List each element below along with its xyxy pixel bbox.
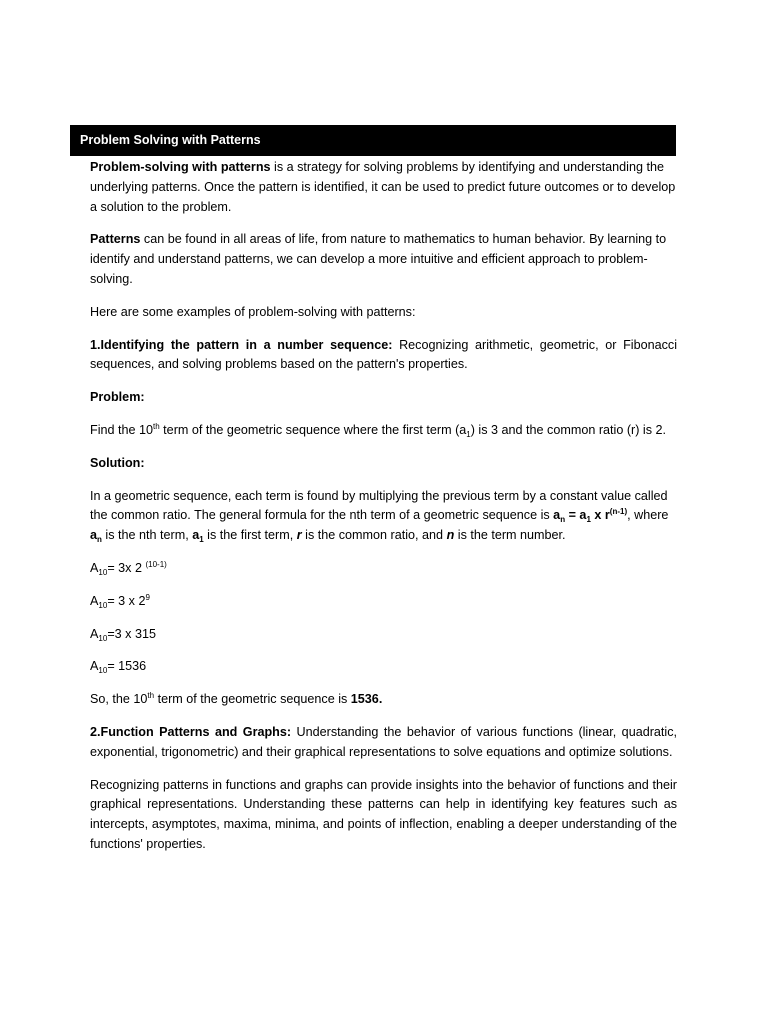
problem-sup: th xyxy=(153,421,160,431)
example-1-heading: 1.Identifying the pattern in a number sequence: xyxy=(90,337,393,352)
section-title: Problem Solving with Patterns xyxy=(80,133,261,147)
step-4-a: A xyxy=(90,659,99,674)
term-a1-a: a xyxy=(192,528,200,543)
step-2-sup: 9 xyxy=(145,592,150,602)
conclusion-text-1: So, the 10 xyxy=(90,692,148,707)
step-2-a: A xyxy=(90,593,99,608)
conclusion-answer: 1536. xyxy=(350,692,383,707)
conclusion-sup: th xyxy=(147,691,155,701)
conclusion xyxy=(90,690,677,710)
formula-a: a xyxy=(553,508,561,523)
step-2-sub: 10 xyxy=(98,600,108,610)
step-3-a: A xyxy=(90,626,99,641)
section-header xyxy=(70,125,676,156)
closing-paragraph: Recognizing patterns in functions and graphs can provide insights into the behavior of functions and their graphical representations. Understanding these patterns can help in identifying key features such as intercepts, asymptotes, maxima, minima, and points of inflection, enabling a deeper understanding of the functions' properties. xyxy=(90,777,677,851)
conclusion-text-2: term of the geometric sequence is xyxy=(154,692,351,707)
formula-r: x r xyxy=(590,508,610,523)
intro-paragraph xyxy=(90,158,677,217)
step-3 xyxy=(90,625,677,645)
step-2-rest: = 3 x 2 xyxy=(107,593,146,608)
document-body xyxy=(90,158,677,855)
patterns-text: can be found in all areas of life, from nature to mathematics to human behavior. By learning to identify and understand patterns, we can develop a more intuitive and efficient approach to problem-solving. xyxy=(90,232,667,286)
intro-term: Problem-solving with patterns xyxy=(90,160,271,174)
problem-label-text: Problem: xyxy=(90,390,145,405)
example-2-heading: 2.Function Patterns and Graphs: xyxy=(90,724,292,739)
problem-statement xyxy=(90,421,677,441)
solution-label xyxy=(90,454,677,474)
step-4-sub: 10 xyxy=(98,666,108,676)
term-a1 xyxy=(192,528,204,545)
solution-text-6: is the term number. xyxy=(454,528,566,543)
var-n: n xyxy=(446,528,455,543)
patterns-term: Patterns xyxy=(90,232,141,247)
examples-intro: Here are some examples of problem-solving with patterns: xyxy=(90,304,416,319)
solution-paragraph xyxy=(90,487,677,546)
intro-text: is a strategy for solving problems by identifying and understanding the underlying patterns. Once the pattern is identified, it can be used to predict future outcomes or to develop a solution to the problem. xyxy=(90,160,676,214)
formula-sub-1: 1 xyxy=(586,515,591,525)
formula xyxy=(553,507,628,525)
term-an xyxy=(90,528,102,545)
step-1 xyxy=(90,559,677,579)
term-an-sub: n xyxy=(97,535,102,545)
formula-exponent: (n-1) xyxy=(609,507,628,517)
solution-text-3: is the nth term, xyxy=(101,528,193,543)
step-3-sub: 10 xyxy=(98,633,108,643)
step-1-sub: 10 xyxy=(98,567,108,577)
example-2-text: Understanding the behavior of various functions (linear, quadratic, exponential, trigonometric) and their graphical representations to solve equations and optimize solutions. xyxy=(90,724,677,759)
problem-text-3: ) is 3 and the common ratio (r) is 2. xyxy=(470,422,667,437)
step-4 xyxy=(90,657,677,677)
solution-text-5: is the common ratio, and xyxy=(301,528,447,543)
solution-text-2: , where xyxy=(627,508,669,523)
term-a1-sub: 1 xyxy=(199,535,204,545)
step-1-sup: (10-1) xyxy=(145,559,167,569)
solution-text-4: is the first term, xyxy=(203,528,297,543)
step-2 xyxy=(90,592,677,612)
problem-label xyxy=(90,388,677,408)
term-an-a: a xyxy=(90,528,98,543)
problem-text-1: Find the 10 xyxy=(90,422,154,437)
example-1-text: Recognizing arithmetic, geometric, or Fibonacci sequences, and solving problems based on the pattern's properties. xyxy=(90,337,678,372)
step-4-rest: = 1536 xyxy=(107,659,147,674)
solution-label-text: Solution: xyxy=(90,455,145,470)
problem-sub: 1 xyxy=(466,429,471,439)
step-3-rest: =3 x 315 xyxy=(107,626,156,641)
example-1-paragraph xyxy=(90,336,677,376)
step-1-rest: = 3x 2 xyxy=(107,560,146,575)
solution-text-1: In a geometric sequence, each term is found by multiplying the previous term by a constant value called the common ratio. The general formula for the nth term of a geometric sequence is xyxy=(90,488,668,523)
step-1-a: A xyxy=(90,560,99,575)
patterns-paragraph xyxy=(90,230,677,289)
formula-sub-n: n xyxy=(560,515,566,525)
var-r: r xyxy=(296,528,302,543)
example-2-paragraph xyxy=(90,723,677,763)
formula-a1: = a xyxy=(565,508,587,523)
problem-text-2: term of the geometric sequence where the first term (a xyxy=(159,422,467,437)
